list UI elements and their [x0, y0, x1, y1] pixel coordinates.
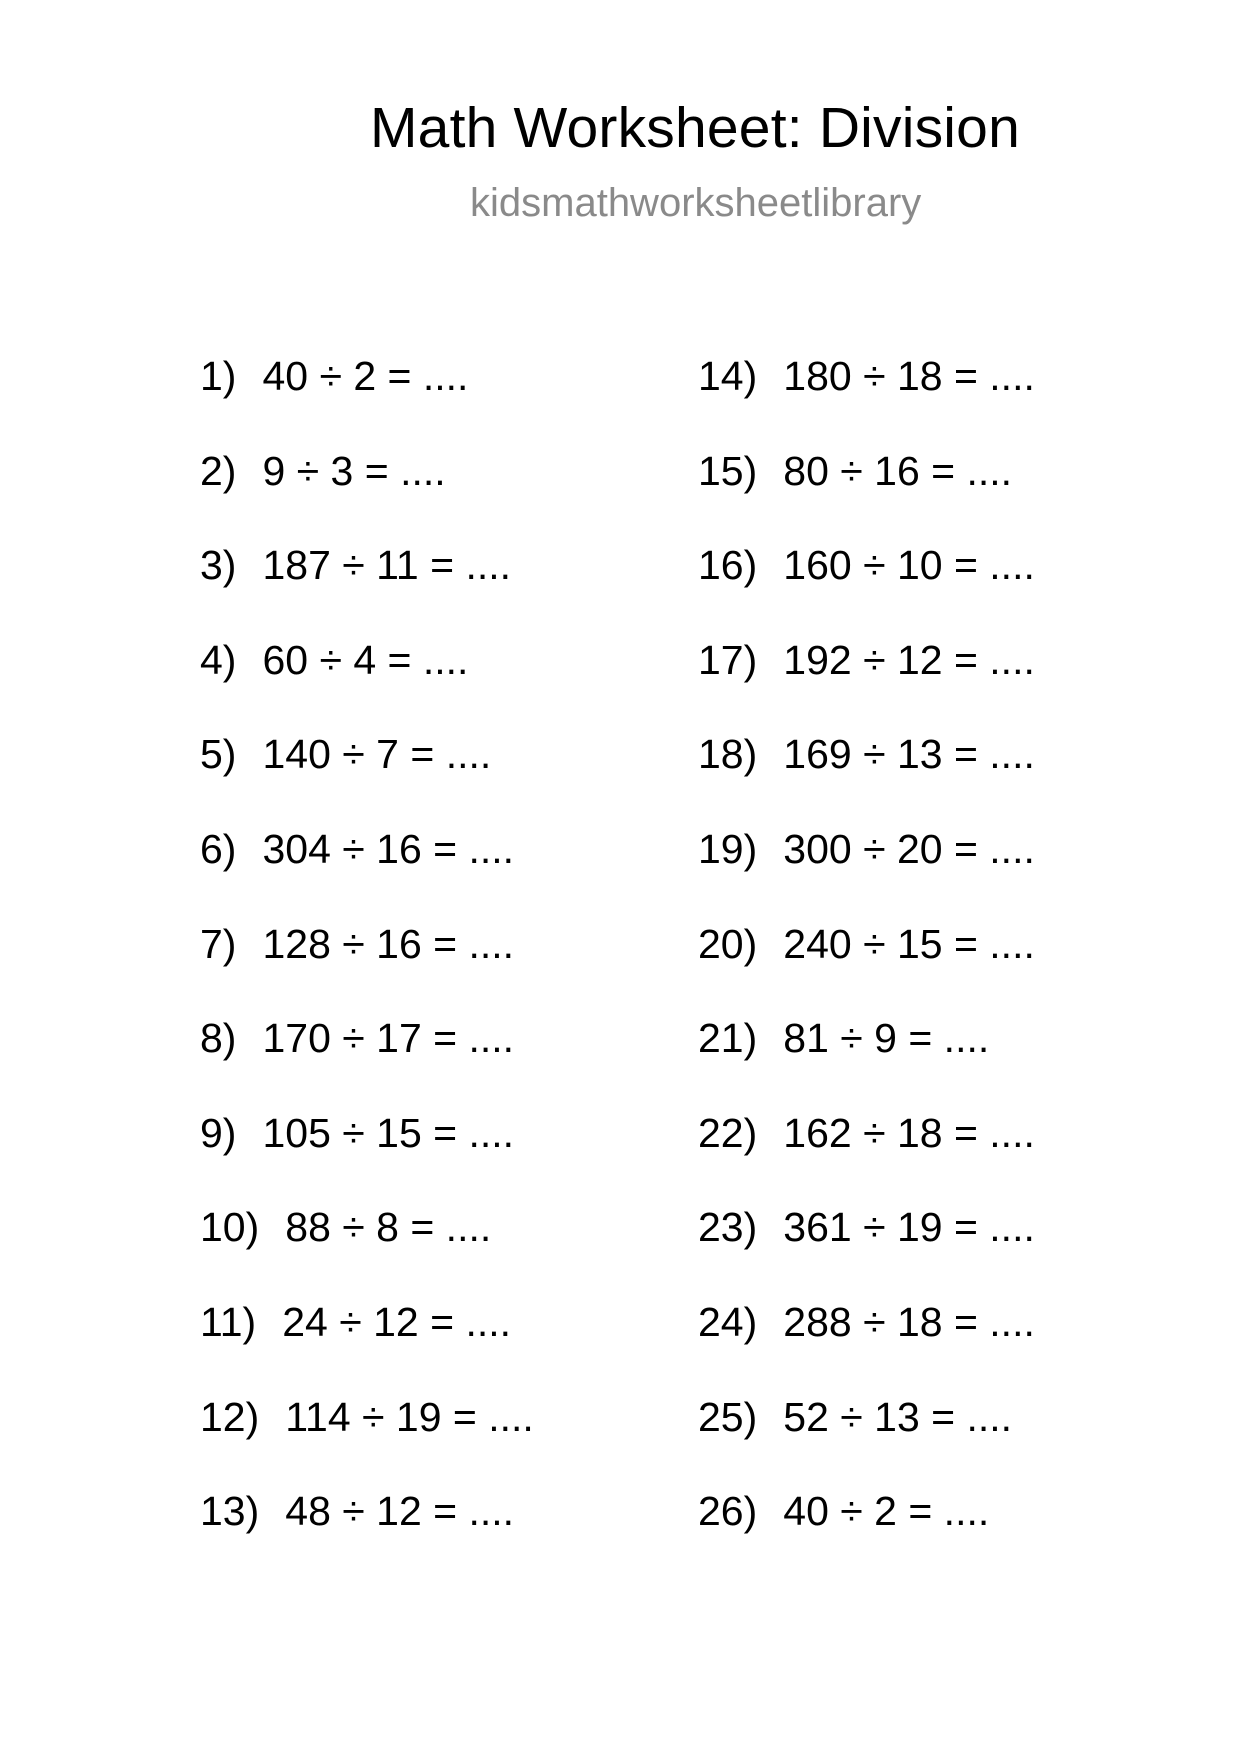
- problem-expression: 288 ÷ 18 = ....: [783, 1298, 1035, 1345]
- problem-number: 16): [698, 542, 758, 589]
- problem-expression: 81 ÷ 9 = ....: [783, 1015, 990, 1062]
- problem-expression: 162 ÷ 18 = ....: [783, 1109, 1035, 1156]
- problem-item: [698, 447, 1035, 542]
- problem-number: 10): [200, 1204, 260, 1251]
- problem-item: [698, 920, 1035, 1015]
- problem-expression: 169 ÷ 13 = ....: [783, 731, 1035, 778]
- problem-item: [200, 730, 534, 825]
- problem-number: 25): [698, 1393, 758, 1440]
- problem-expression: 114 ÷ 19 = ....: [285, 1393, 534, 1440]
- problem-number: 13): [200, 1488, 260, 1535]
- problem-item: [200, 1109, 534, 1204]
- worksheet-title: Math Worksheet: Division: [370, 96, 1020, 160]
- problem-expression: 170 ÷ 17 = ....: [262, 1015, 515, 1062]
- problem-number: 6): [200, 825, 237, 872]
- problem-expression: 24 ÷ 12 = ....: [282, 1298, 512, 1345]
- problem-expression: 160 ÷ 10 = ....: [783, 542, 1035, 589]
- problem-item: [698, 1298, 1035, 1393]
- problem-item: [698, 1203, 1035, 1298]
- problem-number: 15): [698, 447, 758, 494]
- problem-expression: 88 ÷ 8 = ....: [285, 1204, 492, 1251]
- problem-number: 2): [200, 447, 237, 494]
- problem-number: 3): [200, 542, 237, 589]
- problem-number: 8): [200, 1015, 237, 1062]
- problem-number: 22): [698, 1109, 758, 1156]
- problem-expression: 300 ÷ 20 = ....: [783, 825, 1035, 872]
- problem-number: 1): [200, 353, 237, 399]
- problem-item: [200, 352, 534, 447]
- problem-item: [200, 1487, 534, 1582]
- problem-item: [698, 1487, 1035, 1582]
- problem-expression: 140 ÷ 7 = ....: [262, 731, 492, 778]
- problem-item: [698, 541, 1035, 636]
- problem-item: [200, 825, 534, 920]
- problem-item: [200, 1203, 534, 1298]
- problem-item: [698, 1109, 1035, 1204]
- problem-expression: 361 ÷ 19 = ....: [783, 1204, 1035, 1251]
- problem-expression: 180 ÷ 18 = ....: [783, 353, 1035, 399]
- problem-expression: 60 ÷ 4 = ....: [262, 636, 469, 683]
- problem-expression: 52 ÷ 13 = ....: [783, 1393, 1013, 1440]
- problem-number: 20): [698, 920, 758, 967]
- problem-item: [698, 636, 1035, 731]
- problem-item: [698, 352, 1035, 447]
- problem-number: 4): [200, 636, 237, 683]
- problem-item: [698, 1014, 1035, 1109]
- problems-left-column: [200, 352, 534, 1582]
- problem-expression: 48 ÷ 12 = ....: [285, 1488, 515, 1535]
- problem-item: [200, 1298, 534, 1393]
- problem-item: [200, 1393, 534, 1488]
- problem-expression: 240 ÷ 15 = ....: [783, 920, 1035, 967]
- problem-expression: 9 ÷ 3 = ....: [262, 447, 446, 494]
- problem-item: [698, 825, 1035, 920]
- problem-expression: 80 ÷ 16 = ....: [783, 447, 1013, 494]
- problems-right-column: [698, 352, 1035, 1582]
- worksheet-subtitle: kidsmathworksheetlibrary: [470, 181, 922, 225]
- problem-expression: 105 ÷ 15 = ....: [262, 1109, 515, 1156]
- problem-number: 5): [200, 731, 237, 778]
- problem-item: [200, 920, 534, 1015]
- problem-number: 18): [698, 731, 758, 778]
- problem-expression: 40 ÷ 2 = ....: [262, 353, 469, 399]
- problem-expression: 304 ÷ 16 = ....: [262, 825, 515, 872]
- problem-item: [200, 636, 534, 731]
- problem-number: 17): [698, 636, 758, 683]
- problem-number: 23): [698, 1204, 758, 1251]
- problem-number: 11): [200, 1298, 257, 1345]
- problem-number: 24): [698, 1298, 758, 1345]
- problem-number: 14): [698, 353, 758, 399]
- problem-item: [200, 1014, 534, 1109]
- problem-item: [698, 1393, 1035, 1488]
- problem-number: 9): [200, 1109, 237, 1156]
- problem-number: 21): [698, 1015, 758, 1062]
- problem-number: 26): [698, 1488, 758, 1535]
- problem-number: 12): [200, 1393, 260, 1440]
- problem-expression: 187 ÷ 11 = ....: [262, 542, 512, 589]
- problem-item: [200, 541, 534, 636]
- problem-item: [200, 447, 534, 542]
- problem-item: [698, 730, 1035, 825]
- problem-expression: 192 ÷ 12 = ....: [783, 636, 1035, 683]
- problem-number: 19): [698, 825, 758, 872]
- problem-number: 7): [200, 920, 237, 967]
- problem-expression: 128 ÷ 16 = ....: [262, 920, 515, 967]
- problem-expression: 40 ÷ 2 = ....: [783, 1488, 990, 1535]
